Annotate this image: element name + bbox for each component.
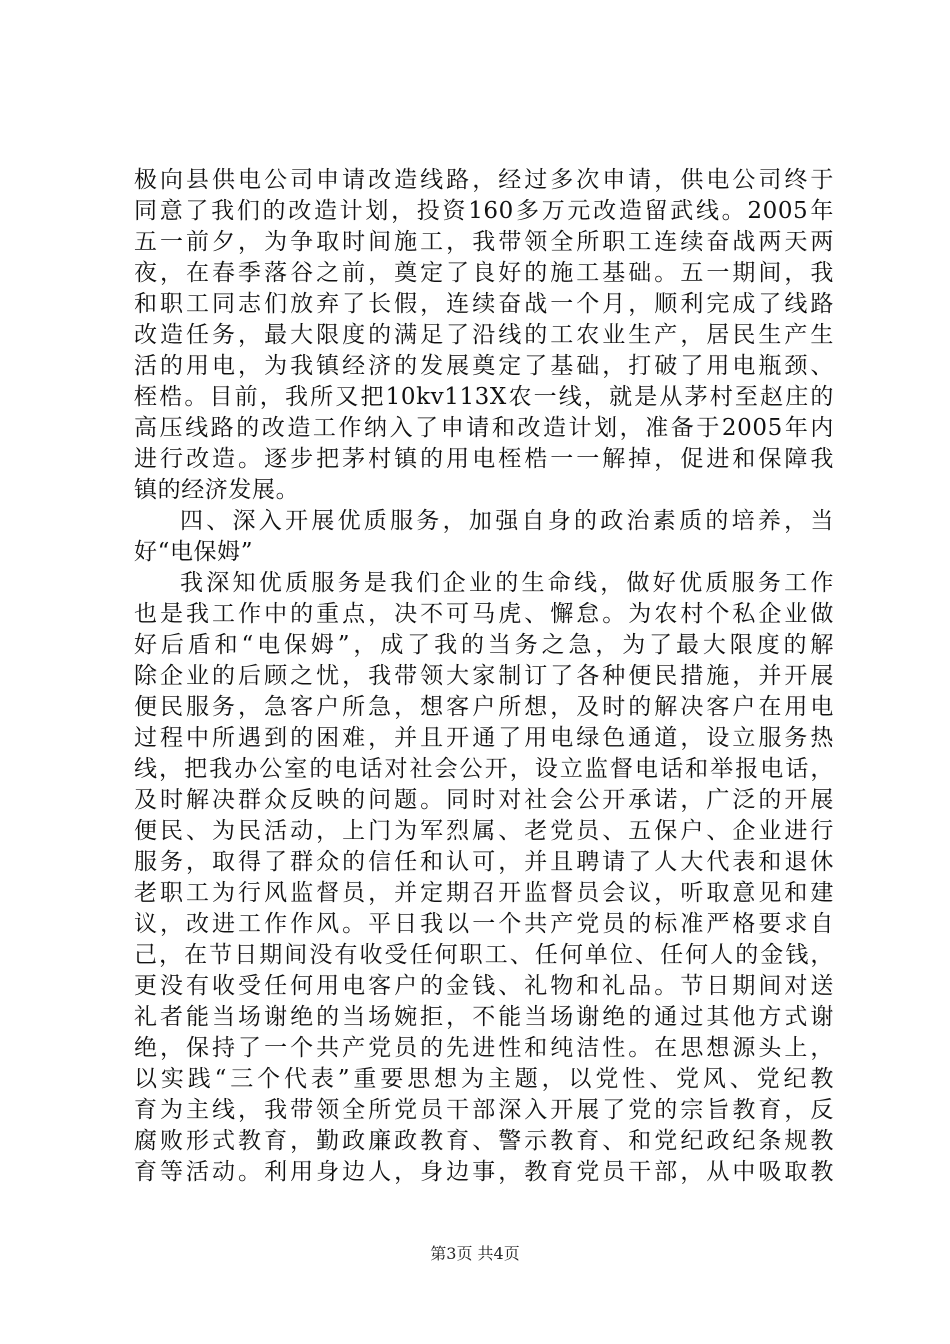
text-line: 议，改进工作作风。平日我以一个共产党员的标准严格要求自 [134,911,834,937]
text-line: 服务，取得了群众的信任和认可，并且聘请了人大代表和退休 [134,849,834,875]
text-line: 也是我工作中的重点，决不可马虎、懈怠。为农村个私企业做 [134,601,834,627]
text-line: 五一前夕，为争取时间施工，我带领全所职工连续奋战两天两 [134,229,834,255]
text-line: 便民服务，急客户所急，想客户所想，及时的解决客户在用电 [134,694,834,720]
section-heading: 四、深入开展优质服务，加强自身的政治素质的培养，当 [180,508,834,534]
text-line: 己，在节日期间没有收受任何职工、任何单位、任何人的金钱， [134,942,834,968]
text-line: 及时解决群众反映的问题。同时对社会公开承诺，广泛的开展 [134,787,834,813]
text-line: 便民、为民活动，上门为军烈属、老党员、五保户、企业进行 [134,818,834,844]
text-line: 育等活动。利用身边人，身边事，教育党员干部，从中吸取教 [134,1159,834,1185]
text-line: 桎梏。目前，我所又把10kv113X农一线，就是从茅村至赵庄的 [134,384,834,410]
text-line: 活的用电，为我镇经济的发展奠定了基础，打破了用电瓶颈、 [134,353,834,379]
text-line: 我深知优质服务是我们企业的生命线，做好优质服务工作 [180,570,834,596]
text-line: 高压线路的改造工作纳入了申请和改造计划，准备于2005年内 [134,415,834,441]
text-line: 育为主线，我带领全所党员干部深入开展了党的宗旨教育，反 [134,1097,834,1123]
text-line: 线，把我办公室的电话对社会公开，设立监督电话和举报电话， [134,756,834,782]
text-line: 腐败形式教育，勤政廉政教育、警示教育、和党纪政纪条规教 [134,1128,834,1154]
page-number-footer: 第3页 共4页 [430,1244,520,1263]
text-line: 同意了我们的改造计划，投资160多万元改造留武线。2005年 [134,198,834,224]
text-line: 改造任务，最大限度的满足了沿线的工农业生产，居民生产生 [134,322,834,348]
text-line: 礼者能当场谢绝的当场婉拒，不能当场谢绝的通过其他方式谢 [134,1004,834,1030]
text-line: 和职工同志们放弃了长假，连续奋战一个月，顺利完成了线路 [134,291,834,317]
text-line: 夜，在春季落谷之前，奠定了良好的施工基础。五一期间，我 [134,260,834,286]
text-line: 好后盾和“电保姆”，成了我的当务之急，为了最大限度的解 [134,632,834,658]
text-line: 以实践“三个代表”重要思想为主题，以党性、党风、党纪教 [134,1066,834,1092]
text-line: 极向县供电公司申请改造线路，经过多次申请，供电公司终于 [134,167,834,193]
text-line: 进行改造。逐步把茅村镇的用电桎梏一一解掉，促进和保障我 [134,446,834,472]
text-line: 绝，保持了一个共产党员的先进性和纯洁性。在思想源头上， [134,1035,834,1061]
text-line: 老职工为行风监督员，并定期召开监督员会议，听取意见和建 [134,880,834,906]
text-line: 镇的经济发展。 [134,477,300,503]
text-line: 除企业的后顾之忧，我带领大家制订了各种便民措施，并开展 [134,663,834,689]
section-heading-continued: 好“电保姆” [134,539,254,565]
text-line: 更没有收受任何用电客户的金钱、礼物和礼品。节日期间对送 [134,973,834,999]
text-line: 过程中所遇到的困难，并且开通了用电绿色通道，设立服务热 [134,725,834,751]
body-text [134,165,834,1188]
